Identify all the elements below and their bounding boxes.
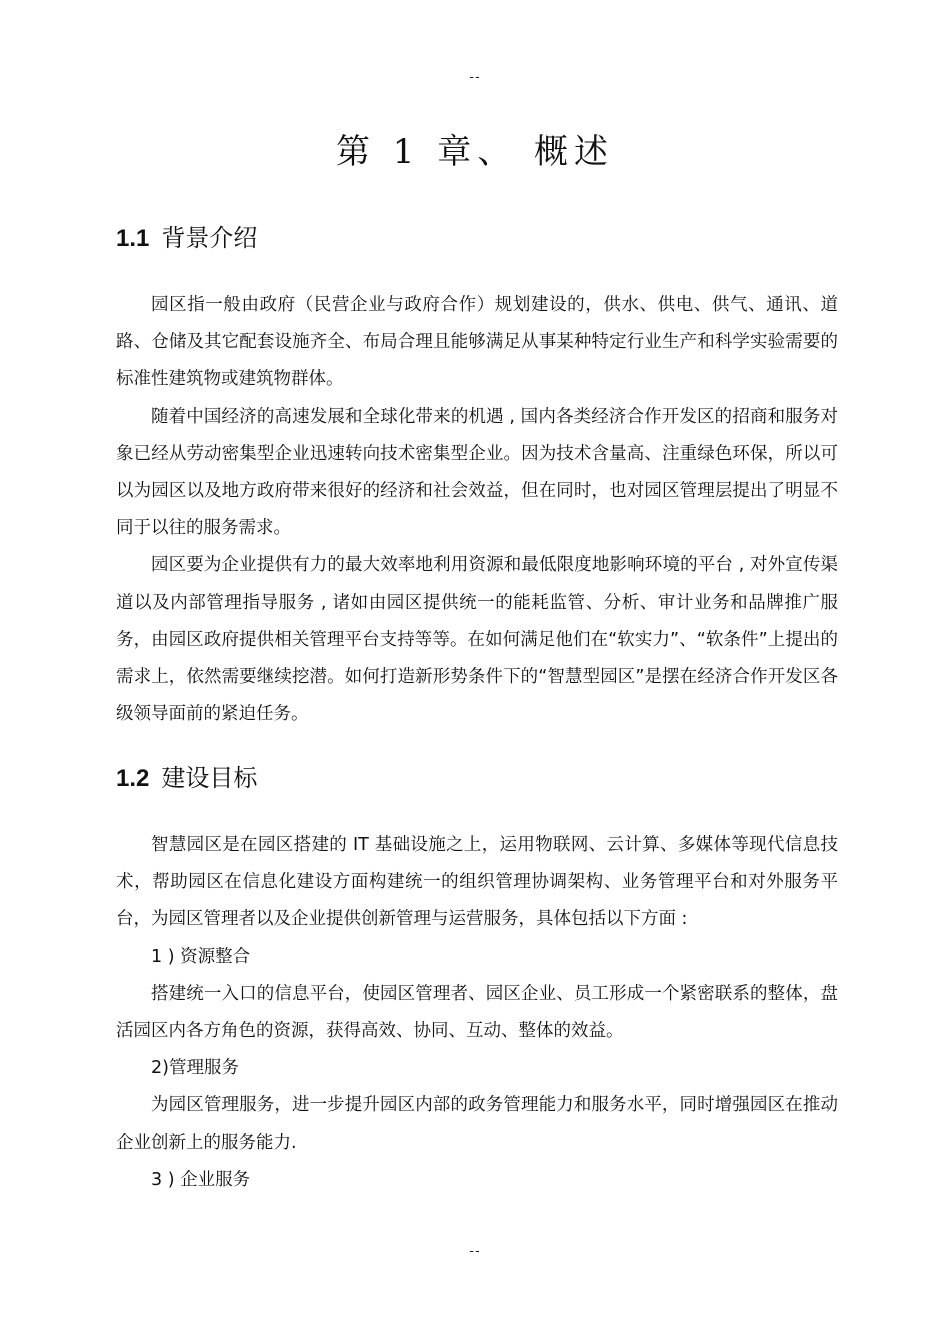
- section-body-background: [116, 287, 838, 733]
- list-item-heading: 3 ) 企业服务: [151, 1169, 251, 1190]
- list-item-heading: 1 ) 资源整合: [151, 946, 251, 967]
- section-title: 建设目标: [161, 764, 258, 792]
- paragraph: 园区指一般由政府（民营企业与政府合作）规划建设的，供水、供电、供气、通讯、道路、仓储及其它配套设施齐全、布局合理且能够满足从事某种特定行业生产和科学实验需要的标准性建筑物或建筑物群体。: [116, 295, 838, 390]
- page-footer-marker: --: [469, 1244, 481, 1259]
- paragraph: 随着中国经济的高速发展和全球化带来的机遇 , 国内各类经济合作开发区的招商和服务对象已经从劳动密集型企业迅速转向技术密集型企业。因为技术含量高、注重绿色环保，所以可以为园区以及地方政府带来很好的经济和社会效益，但在同时，也对园区管理层提出了明显不同于以往的服务需求。: [116, 406, 838, 539]
- paragraph: 搭建统一入口的信息平台，使园区管理者、园区企业、员工形成一个紧密联系的整体，盘活园区内各方角色的资源，获得高效、协同、互动、整体的效益。: [116, 983, 838, 1042]
- section-body-goals: [116, 827, 838, 1199]
- chapter-title: 第 1 章、 概述: [335, 132, 615, 172]
- list-item-heading: 2)管理服务: [151, 1058, 239, 1079]
- section-title: 背景介绍: [161, 224, 258, 252]
- paragraph: 为园区管理服务，进一步提升园区内部的政务管理能力和服务水平，同时增强园区在推动企业创新上的服务能力.: [116, 1095, 838, 1153]
- page-header-marker: --: [469, 70, 481, 85]
- section-number: 1.2: [116, 765, 150, 792]
- section-number: 1.1: [116, 225, 150, 252]
- paragraph: 智慧园区是在园区搭建的 IT 基础设施之上，运用物联网、云计算、多媒体等现代信息技术，帮助园区在信息化建设方面构建统一的组织管理协调架构、业务管理平台和对外服务平台，为园区管理者以及企业提供创新管理与运营服务，具体包括以下方面 :: [116, 835, 838, 930]
- section-heading-background: [116, 222, 836, 255]
- section-heading-goals: [116, 762, 836, 795]
- paragraph: 园区要为企业提供有力的最大效率地利用资源和最低限度地影响环境的平台 , 对外宣传渠道以及内部管理指导服务 , 诸如由园区提供统一的能耗监管、分析、审计业务和品牌推广服务，由园区政府提供相关管理平台支持等等。在如何满足他们在“软实力”、“软条件”上提出的需求上，依然需要继续挖潜。如何打造新形势条件下的“智慧型园区”是摆在经济合作开发区各级领导面前的紧迫任务。: [116, 555, 838, 725]
